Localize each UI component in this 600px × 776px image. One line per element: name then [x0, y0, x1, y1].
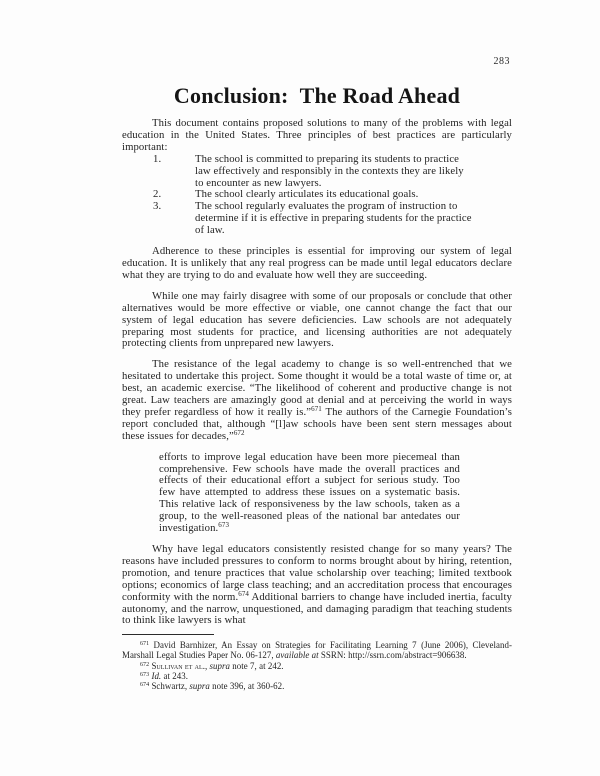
text-run: The resistance of the legal academy to change is so well-entrenched that we hesitated to undertake this project. Some thought it would be a total waste of time or, at best, an academic exercise. “The likelihood of coherent and productive change is not great. Law teachers are amazingly good at denial and at perceiving the world in ways they prefer regardless of how it really is.”: [122, 358, 512, 418]
text-run: Adherence to these principles is essential for improving our system of legal education. It is unlikely that any real progress can be made until legal educators declare what they are trying to do and evaluate how well they are succeeding.: [122, 245, 512, 281]
text-run: This document contains proposed solutions to many of the problems with legal education in the United States. Three principles of best practices are particularly important:: [122, 117, 512, 153]
footnote-number: 674: [140, 681, 150, 688]
page-number: 283: [493, 56, 510, 67]
text-run: Why have legal educators consistently resisted change for so many years? The reasons have included pressures to conform to norms brought about by hiring, retention, promotion, and tenure practices that value scholarship over teaching; limited textbook options; economics of large class teaching; and an accreditation process that encourages conformity with the norm.: [122, 543, 512, 603]
footnote-separator: [122, 634, 214, 635]
text-run: supra: [209, 660, 231, 671]
paragraph: [122, 544, 512, 627]
text-run: Additional barriers to change have included inertia, faculty autonomy, and the narrow, unquestioned, and damaging paradigm that teaching students to think like lawyers is what: [122, 590, 512, 627]
text-run: Id.: [151, 670, 162, 681]
text-run: ,: [205, 660, 210, 671]
list-item-text: [195, 201, 472, 237]
paragraph: [122, 246, 512, 282]
list-item-text: [195, 154, 472, 190]
text-run: note 7, at 242.: [230, 660, 284, 671]
text-run: Schwartz,: [151, 680, 190, 691]
paragraph: [122, 291, 512, 351]
text-run: The school regularly evaluates the program of instruction to determine if it is effective in preparing students for the practice of law.: [195, 200, 472, 237]
footnote-ref: 671: [311, 404, 322, 413]
footnote-ref: 673: [218, 521, 230, 530]
list-item-number: 1.: [153, 152, 162, 165]
text-run: available at: [275, 650, 319, 661]
footnote-number: 672: [140, 661, 150, 668]
text-run: The authors of the Carnegie Foundation’s report concluded that, although “[l]aw schools have been sent stern messages about these issues for decades,”: [122, 405, 512, 442]
body-text: [122, 118, 512, 627]
paragraph: [122, 359, 512, 442]
block-quote: [159, 452, 460, 535]
list-item-number: 3.: [153, 200, 162, 213]
footnote: [122, 661, 512, 671]
footnotes: [122, 640, 512, 690]
footnote-ref: 672: [233, 428, 245, 437]
footnote: [122, 640, 512, 660]
text-run: at 243.: [161, 670, 188, 681]
footnote-number: 673: [140, 671, 150, 678]
text-run: SSRN: http://ssrn.com/abstract=906638.: [318, 650, 467, 661]
footnote: [122, 671, 512, 681]
text-run: Sullivan et al.: [151, 660, 205, 671]
text-run: While one may fairly disagree with some of our proposals or conclude that other alternatives would be more effective or viable, one cannot change the fact that our system of legal education has severe deficiencies. Law schools are not adequately preparing most students for practice, and licensing authorities are not adequately protecting clients from unprepared new lawyers.: [122, 289, 512, 350]
footnote: [122, 681, 512, 691]
text-run: note 396, at 360-62.: [209, 680, 285, 691]
list-item: [122, 154, 472, 190]
text-run: The school is committed to preparing its students to practice law effectively and responsibly in the contexts they are likely to encounter as new lawyers.: [195, 152, 464, 189]
list-item: [122, 201, 472, 237]
text-run: supra: [189, 680, 210, 691]
page-content: [122, 0, 512, 691]
text-run: efforts to improve legal education have been more piecemeal than comprehensive. Few schools have made the overall practices and effects of their educational effort a subject for serious study. Too few have attempted to address these issues on a systematic basis. This relative lack of responsiveness by the law schools, taken as a group, to the well-reasoned pleas of the national bar antedates our investigation.: [159, 450, 460, 535]
numbered-list: [122, 154, 512, 237]
list-item-number: 2.: [153, 188, 162, 201]
footnote-area: [122, 634, 512, 690]
text-run: The school clearly articulates its educational goals.: [195, 188, 419, 201]
page-title: Conclusion: The Road Ahead: [173, 83, 461, 108]
paragraph: [122, 118, 512, 154]
footnote-number: 671: [140, 641, 150, 648]
footnote-ref: 674: [238, 589, 250, 598]
text-run: David Barnhizer, An Essay on Strategies for Facilitating Learning 7 (June 2006), Cleveland-Marshall Legal Studies Paper No. 06-127,: [122, 640, 512, 661]
